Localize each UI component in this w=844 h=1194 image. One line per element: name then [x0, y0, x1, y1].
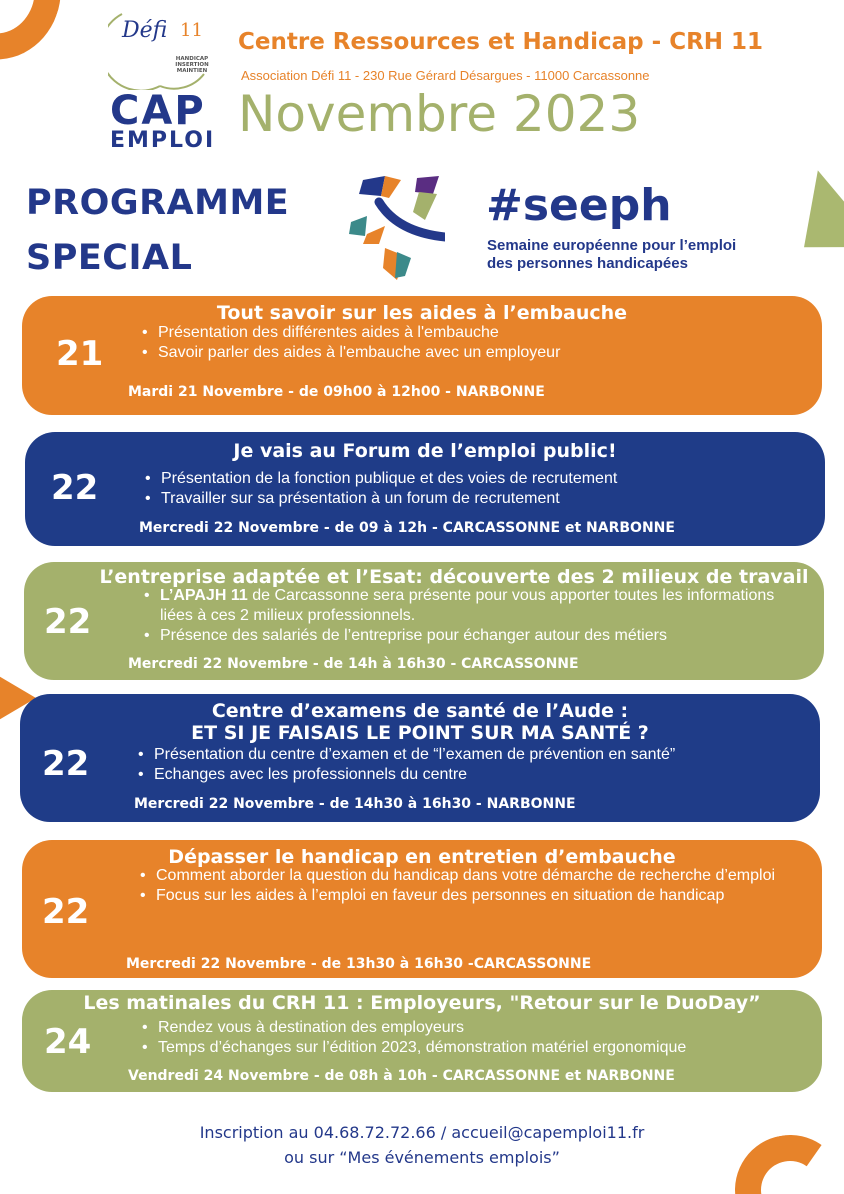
seeph-subtitle-line1: Semaine européenne pour l’emploi — [487, 237, 737, 254]
decorative-triangle-right — [772, 170, 844, 285]
event-bullet: • Travailler sur sa présentation à un forum de recrutement — [145, 489, 815, 509]
event-bullet-lead: L’APAJH 11 — [160, 587, 248, 604]
event-bullets — [144, 586, 804, 646]
event-title: Les matinales du CRH 11 : Employeurs, "Retour sur le DuoDay” — [83, 992, 761, 1014]
event-meta: Mercredi 22 Novembre - de 13h30 à 16h30 -CARCASSONNE — [126, 956, 592, 972]
registration-alternative: ou sur “Mes événements emplois” — [284, 1148, 560, 1167]
event-bullets — [142, 323, 802, 363]
event-bullet: • Présentation des différentes aides à l'embauche — [142, 323, 802, 343]
event-day: 22 — [42, 892, 90, 932]
registration-info — [0, 1120, 844, 1170]
event-bullet: • Comment aborder la question du handicap dans votre démarche de recherche d’emploi — [140, 866, 780, 886]
seeph-logo-icon — [345, 172, 445, 284]
event-meta: Mercredi 22 Novembre - de 14h à 16h30 - CARCASSONNE — [128, 656, 579, 672]
program-title-line1: PROGRAMME — [26, 183, 290, 223]
event-day: 24 — [44, 1022, 92, 1062]
registration-contact: Inscription au 04.68.72.72.66 / accueil@capemploi11.fr — [199, 1123, 645, 1142]
event-card — [25, 432, 825, 546]
event-meta: Vendredi 24 Novembre - de 08h à 10h - CARCASSONNE et NARBONNE — [128, 1068, 675, 1084]
event-bullet-text: de Carcassonne sera présente pour vous apporter toutes les informations liées à ces 2 milieux professionnels. — [160, 587, 775, 624]
event-bullet: • Focus sur les aides à l’emploi en faveur des personnes en situation de handicap — [140, 886, 780, 906]
event-day: 21 — [56, 334, 104, 374]
organization-title: Centre Ressources et Handicap - CRH 11 — [238, 29, 764, 55]
event-card — [22, 840, 822, 978]
event-card — [24, 562, 824, 680]
program-title-line2: SPECIAL — [26, 238, 193, 278]
event-day: 22 — [42, 744, 90, 784]
event-meta: Mercredi 22 Novembre - de 09 à 12h - CARCASSONNE et NARBONNE — [139, 520, 675, 536]
event-bullet: • Temps d’échanges sur l’édition 2023, démonstration matériel ergonomique — [142, 1038, 822, 1058]
event-bullet: • Echanges avec les professionnels du centre — [138, 765, 818, 785]
event-title — [20, 700, 820, 744]
seeph-hashtag: #seeph — [486, 180, 672, 231]
event-card — [22, 990, 822, 1092]
event-meta: Mercredi 22 Novembre - de 14h30 à 16h30 - NARBONNE — [134, 796, 576, 812]
event-title: L’entreprise adaptée et l’Esat: découverte des 2 milieux de travail — [99, 566, 809, 588]
event-card — [22, 296, 822, 415]
event-title: Dépasser le handicap en entretien d’embauche — [168, 846, 676, 868]
event-bullets — [140, 866, 780, 906]
program-title — [26, 176, 289, 286]
event-bullet: • Présence des salariés de l’entreprise pour échanger autour des métiers — [144, 626, 804, 646]
cap-logo-word: CAP — [110, 88, 206, 134]
event-meta: Mardi 21 Novembre - de 09h00 à 12h00 - NARBONNE — [128, 384, 545, 400]
event-bullets — [142, 1018, 822, 1058]
event-bullet: • Savoir parler des aides à l'embauche avec un employeur — [142, 343, 802, 363]
defi-logo-subtitle: HANDICAP INSERTION MAINTIEN — [175, 56, 209, 74]
event-day: 22 — [51, 468, 99, 508]
event-bullet: • Rendez vous à destination des employeurs — [142, 1018, 822, 1038]
event-bullet — [144, 586, 804, 626]
emploi-logo-word: EMPLOI — [110, 128, 216, 153]
defi-logo-word: Défi — [122, 18, 168, 43]
seeph-subtitle-line2: des personnes handicapées — [487, 255, 688, 272]
event-title: Je vais au Forum de l’emploi public! — [233, 440, 617, 462]
organization-address: Association Défi 11 - 230 Rue Gérard Désargues - 11000 Carcassonne — [241, 68, 650, 83]
event-bullets — [138, 745, 818, 785]
event-card — [20, 694, 820, 822]
event-title-line1: Centre d’examens de santé de l’Aude : — [211, 700, 629, 722]
defi-logo-number: 11 — [180, 20, 203, 41]
event-day: 22 — [44, 602, 92, 642]
event-title-line2: ET SI JE FAISAIS LE POINT SUR MA SANTÉ ? — [191, 722, 649, 744]
month-title: Novembre 2023 — [238, 85, 641, 143]
event-title: Tout savoir sur les aides à l’embauche — [216, 302, 628, 324]
event-bullet: • Présentation du centre d’examen et de “l’examen de prévention en santé” — [138, 745, 818, 765]
event-bullets — [145, 469, 815, 509]
event-bullet: • Présentation de la fonction publique et des voies de recrutement — [145, 469, 815, 489]
seeph-subtitle — [487, 237, 736, 273]
decorative-arc-top-left — [0, 0, 79, 77]
